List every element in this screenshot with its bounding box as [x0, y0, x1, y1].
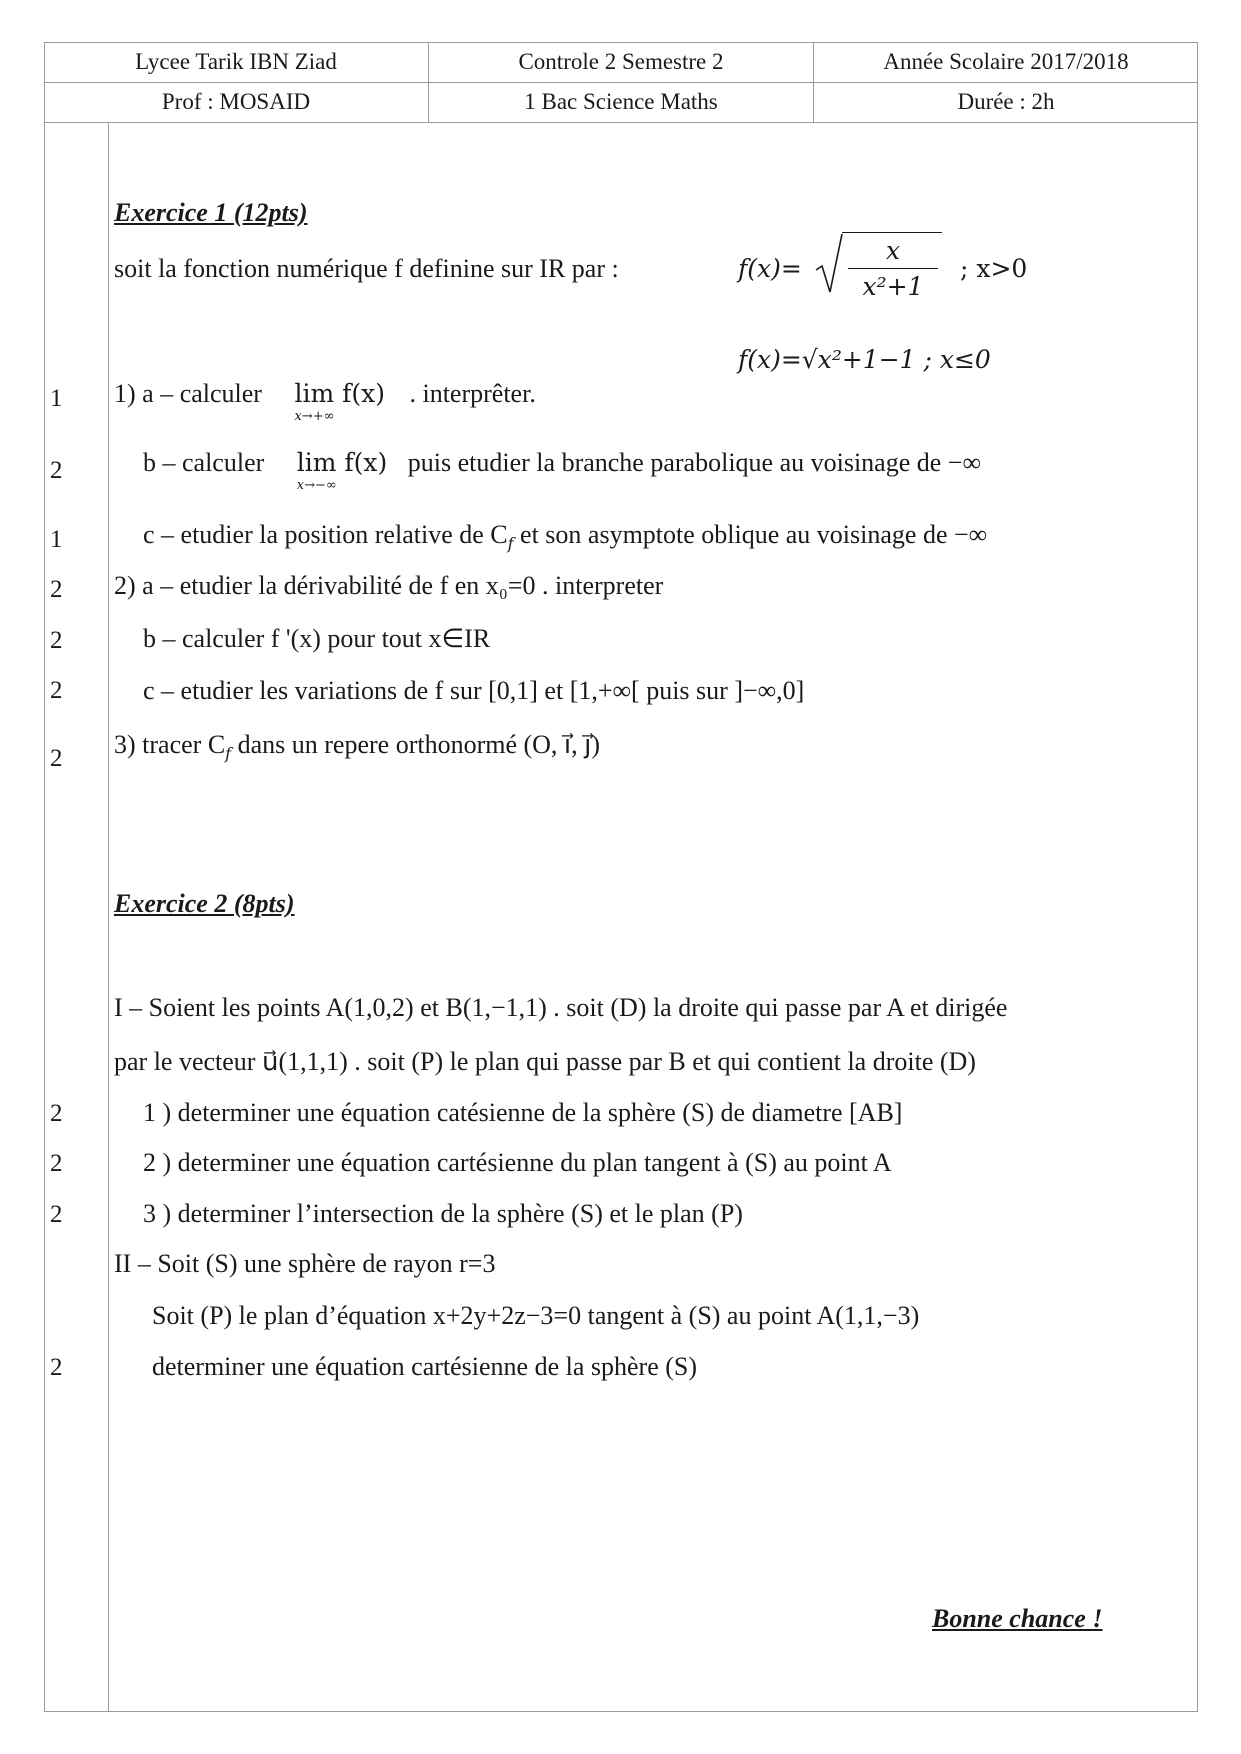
ex2-q2: 2 ) determiner une équation cartésienne du plan tangent à (S) au point A [143, 1148, 892, 1177]
function-def-negative: f(x)=√x²+1−1 ; x≤0 [738, 345, 991, 374]
q1c-subscript: f [507, 534, 514, 554]
teacher-name: Prof : MOSAID [44, 82, 429, 122]
points-value: 2 [50, 745, 63, 772]
limit-subscript: x→+∞ [294, 409, 335, 424]
ex1-q2a: 2) a – etudier la dérivabilité de f en x₀=0 . interpreter [114, 571, 664, 600]
q3-text: 3) tracer C [114, 730, 226, 759]
ex1-q1c [143, 520, 987, 553]
exam-title: Controle 2 Semestre 2 [429, 42, 814, 82]
q1b-text: b – calculer [143, 448, 265, 477]
fraction-bar [848, 268, 938, 269]
sqrt-sign [814, 230, 844, 296]
ex1-q2b: b – calculer f '(x) pour tout x∈IR [143, 624, 491, 653]
margin-divider [108, 122, 109, 1712]
points-value: 2 [50, 677, 63, 704]
points-value: 1 [50, 526, 63, 553]
limit-text: lim f(x) [296, 448, 388, 477]
points-value: 2 [50, 627, 63, 654]
ex1-q2c: c – etudier les variations de f sur [0,1] et [1,+∞[ puis sur ]−∞,0] [143, 676, 805, 705]
page-frame [44, 42, 1198, 1712]
class-name: 1 Bac Science Maths [429, 82, 814, 122]
header-row-1 [44, 42, 1198, 83]
q3-subscript: f [225, 744, 232, 764]
points-value: 2 [50, 576, 63, 603]
f1-lhs: f(x)= [738, 254, 802, 283]
ex2-part2-plane: Soit (P) le plan d’équation x+2y+2z−3=0 tangent à (S) au point A(1,1,−3) [152, 1301, 920, 1330]
points-value: 1 [50, 385, 63, 412]
limit-text: lim f(x) [294, 379, 385, 408]
points-value: 2 [50, 1201, 63, 1228]
ex2-part2-question: determiner une équation cartésienne de la sphère (S) [152, 1352, 698, 1381]
ex2-part2: II – Soit (S) une sphère de rayon r=3 [114, 1249, 496, 1278]
header-row-2 [44, 82, 1198, 123]
fraction-denominator: x²+1 [862, 272, 924, 301]
ex2-q3: 3 ) determiner l’intersection de la sphère (S) et le plan (P) [143, 1199, 743, 1228]
limit-expression [296, 448, 388, 493]
ex1-q1a [114, 379, 536, 424]
points-value: 2 [50, 1150, 63, 1177]
ex1-q3 [114, 730, 600, 763]
ex2-part1-line1: I – Soient les points A(1,0,2) et B(1,−1,1) . soit (D) la droite qui passe par A et dirigée [114, 993, 1008, 1022]
points-value: 2 [50, 1354, 63, 1381]
exercise-2-title: Exercice 2 (8pts) [114, 889, 295, 918]
ex1-intro: soit la fonction numérique f definine sur IR par : [114, 254, 619, 283]
ex1-q1b [143, 448, 981, 493]
q1b-suffix: puis etudier la branche parabolique au voisinage de −∞ [407, 448, 981, 477]
school-name: Lycee Tarik IBN Ziad [44, 42, 429, 82]
q1a-suffix: . interprêter. [409, 379, 536, 408]
school-year: Année Scolaire 2017/2018 [883, 49, 1129, 74]
exercise-1-title: Exercice 1 (12pts) [114, 198, 308, 227]
closing-message: Bonne chance ! [932, 1604, 1103, 1633]
q1c-text: c – etudier la position relative de C [143, 520, 508, 549]
fraction-numerator: x [885, 236, 901, 265]
q1a-text: 1) a – calculer [114, 379, 262, 408]
limit-expression [294, 379, 385, 424]
ex2-q1: 1 ) determiner une équation catésienne de la sphère (S) de diametre [AB] [143, 1098, 903, 1127]
limit-subscript: x→−∞ [296, 478, 337, 493]
q3-suffix: dans un repere orthonormé (O, i⃗, j⃗) [231, 730, 601, 759]
points-value: 2 [50, 1100, 63, 1127]
q1c-suffix: et son asymptote oblique au voisinage de −∞ [513, 520, 988, 549]
points-value: 2 [50, 457, 63, 484]
f1-condition: ; x>0 [960, 254, 1028, 283]
exam-duration: Durée : 2h [957, 89, 1055, 114]
sqrt-overbar [842, 232, 942, 233]
ex2-part1-line2: par le vecteur u⃗(1,1,1) . soit (P) le plan qui passe par B et qui contient la droite (D) [114, 1047, 976, 1076]
